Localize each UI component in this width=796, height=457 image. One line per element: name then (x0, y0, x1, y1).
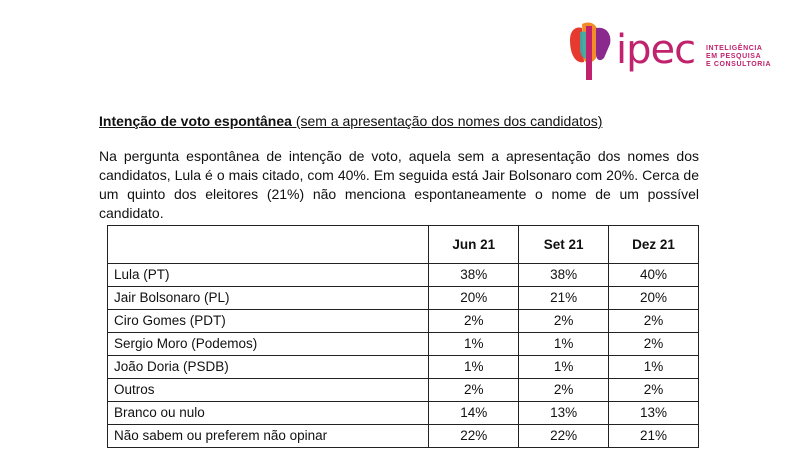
table-row (108, 402, 699, 425)
table-cell: 2% (609, 333, 699, 356)
table-row (108, 287, 699, 310)
table-cell: 1% (429, 356, 519, 379)
table-cell: 22% (519, 425, 609, 448)
table-cell: 20% (429, 287, 519, 310)
table-cell: 1% (429, 333, 519, 356)
section-heading-rest: (sem a apresentação dos nomes dos candidatos) (291, 113, 603, 129)
table-cell: 1% (519, 356, 609, 379)
table-row (108, 310, 699, 333)
column-header: Dez 21 (609, 226, 699, 264)
table-cell: 2% (609, 379, 699, 402)
table-row (108, 333, 699, 356)
table-row (108, 356, 699, 379)
intro-paragraph: Na pergunta espontânea de intenção de voto, aquela sem a apresentação dos nomes dos candidatos, Lula é o mais citado, com 40%. Em seguida está Jair Bolsonaro com 20%. Cerca de um quinto dos eleitores (21%) não menciona espontaneamente o nome de um possível candidato. (99, 148, 699, 221)
table-row (108, 264, 699, 287)
table-cell: 20% (609, 287, 699, 310)
table-cell: 2% (519, 310, 609, 333)
table-cell: 38% (519, 264, 609, 287)
candidate-label: Jair Bolsonaro (PL) (108, 287, 429, 310)
candidate-label: Lula (PT) (108, 264, 429, 287)
candidate-label: Branco ou nulo (108, 402, 429, 425)
section-heading (99, 113, 602, 129)
table-cell: 13% (609, 402, 699, 425)
candidate-label: João Doria (PSDB) (108, 356, 429, 379)
table-cell: 1% (519, 333, 609, 356)
candidate-label: Ciro Gomes (PDT) (108, 310, 429, 333)
column-header: Set 21 (519, 226, 609, 264)
table-cell: 14% (429, 402, 519, 425)
ipec-logo (566, 18, 791, 82)
table-header-row (108, 226, 699, 264)
table-cell: 2% (609, 310, 699, 333)
candidate-label: Não sabem ou preferem não opinar (108, 425, 429, 448)
table-cell: 1% (609, 356, 699, 379)
table-row (108, 425, 699, 448)
column-header (108, 226, 429, 264)
ipec-tagline: INTELIGÊNCIA EM PESQUISA E CONSULTORIA (706, 45, 772, 68)
table-cell: 21% (519, 287, 609, 310)
candidate-label: Sergio Moro (Podemos) (108, 333, 429, 356)
table-cell: 13% (519, 402, 609, 425)
table-cell: 2% (519, 379, 609, 402)
table-cell: 40% (609, 264, 699, 287)
table-cell: 21% (609, 425, 699, 448)
column-header: Jun 21 (429, 226, 519, 264)
table-row (108, 379, 699, 402)
table-cell: 22% (429, 425, 519, 448)
table-cell: 38% (429, 264, 519, 287)
section-heading-bold: Intenção de voto espontânea (99, 113, 292, 129)
ipec-wordmark: ipec (616, 27, 696, 73)
candidate-label: Outros (108, 379, 429, 402)
table-cell: 2% (429, 310, 519, 333)
table-cell: 2% (429, 379, 519, 402)
ipec-logo-mark (566, 18, 618, 82)
voting-intention-table (107, 225, 699, 448)
